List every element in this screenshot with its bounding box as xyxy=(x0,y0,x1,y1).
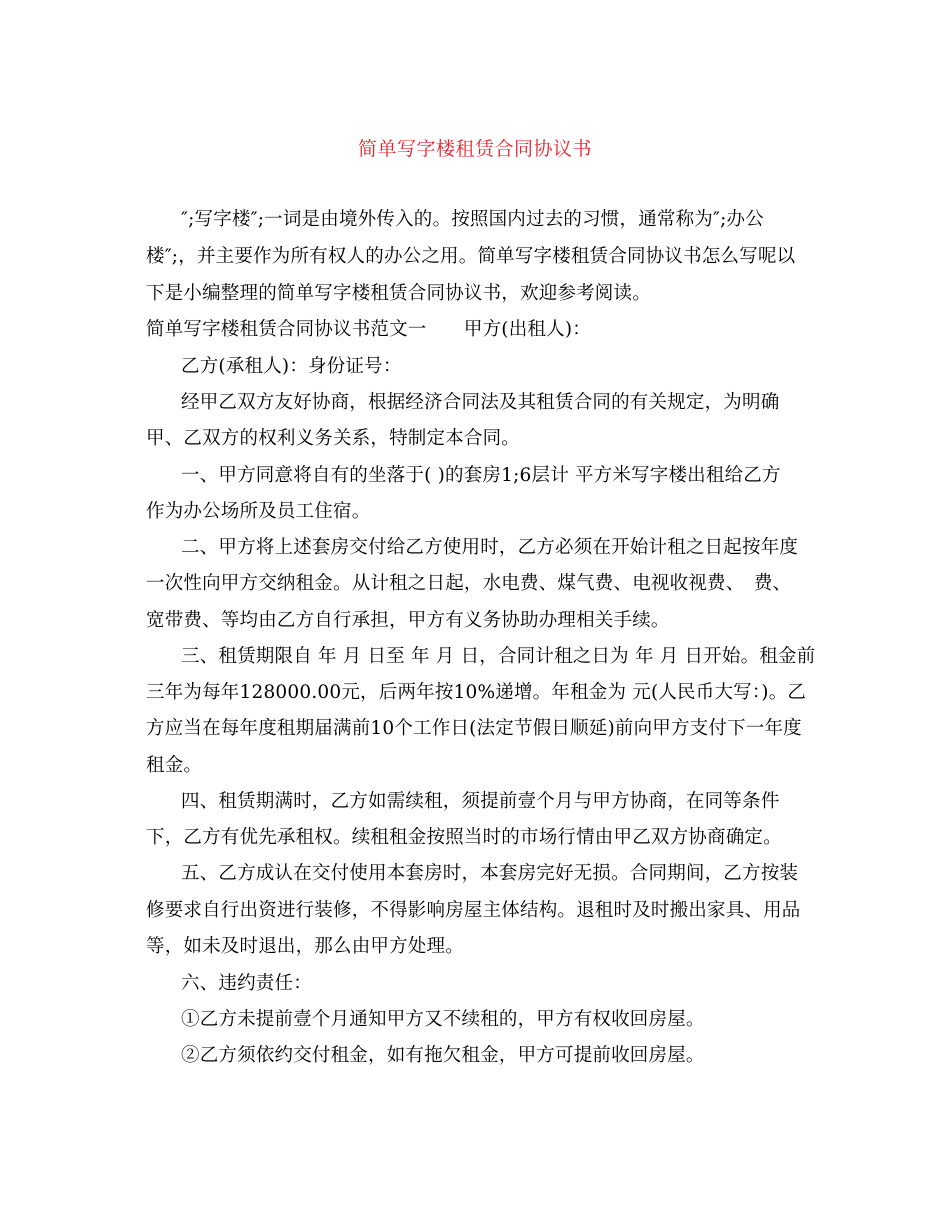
paragraph-line: 下是小编整理的简单写字楼租赁合同协议书，欢迎参考阅读。 xyxy=(146,283,651,304)
paragraph-line: ②乙方须依约交付租金，如有拖欠租金，甲方可提前收回房屋。 xyxy=(181,1045,705,1066)
paragraph-line: 作为办公场所及员工住宿。 xyxy=(146,501,371,522)
document-title: 简单写字楼租赁合同协议书 xyxy=(357,138,592,160)
paragraph-line: 一、甲方同意将自有的坐落于( )的套房1;6层计 平方米写字楼出租给乙方 xyxy=(181,465,781,486)
paragraph-line: 下，乙方有优先承租权。续租租金按照当时的市场行情由甲乙双方协商确定。 xyxy=(146,827,782,848)
paragraph-line: 二、甲方将上述套房交付给乙方使用时，乙方必须在开始计租之日起按年度 xyxy=(181,537,799,558)
paragraph-line: 等，如未及时退出，那么由甲方处理。 xyxy=(146,936,464,957)
paragraph-line: ″;写字楼″;一词是由境外传入的。按照国内过去的习惯，通常称为″;办公 xyxy=(181,209,764,230)
paragraph-line: 宽带费、等均由乙方自行承担，甲方有义务协助办理相关手续。 xyxy=(146,610,670,631)
paragraph-line: ①乙方未提前壹个月通知甲方又不续租的，甲方有权收回房屋。 xyxy=(181,1009,705,1030)
paragraph-line: 四、租赁期满时，乙方如需续租，须提前壹个月与甲方协商，在同等条件 xyxy=(181,791,780,812)
paragraph-line: 经甲乙双方友好协商，根据经济合同法及其租赁合同的有关规定，为明确 xyxy=(181,392,780,413)
paragraph-line: 租金。 xyxy=(146,755,203,776)
paragraph-line: 甲、乙双方的权利义务关系，特制定本合同。 xyxy=(146,428,521,449)
paragraph-line: 简单写字楼租赁合同协议书范文一 甲方(出租人)： xyxy=(146,319,591,340)
paragraph-line: 六、违约责任： xyxy=(181,973,312,994)
paragraph-line: 方应当在每年度租期届满前10个工作日(法定节假日顺延)前向甲方支付下一年度 xyxy=(146,718,802,739)
paragraph-line: 三年为每年128000.00元，后两年按10%递增。年租金为 元(人民币大写：)。乙 xyxy=(146,682,807,703)
paragraph-line: 乙方(承租人)：身份证号： xyxy=(181,356,402,377)
paragraph-line: 楼″;，并主要作为所有权人的办公之用。简单写字楼租赁合同协议书怎么写呢以 xyxy=(146,246,796,267)
paragraph-line: 三、租赁期限自 年 月 日至 年 月 日，合同计租之日为 年 月 日开始。租金前 xyxy=(181,646,816,667)
paragraph-line: 一次性向甲方交纳租金。从计租之日起，水电费、煤气费、电视收视费、 费、 xyxy=(146,573,792,594)
paragraph-line: 修要求自行出资进行装修，不得影响房屋主体结构。退租时及时搬出家具、用品 xyxy=(146,900,801,921)
paragraph-line: 五、乙方成认在交付使用本套房时，本套房完好无损。合同期间，乙方按装 xyxy=(181,863,799,884)
